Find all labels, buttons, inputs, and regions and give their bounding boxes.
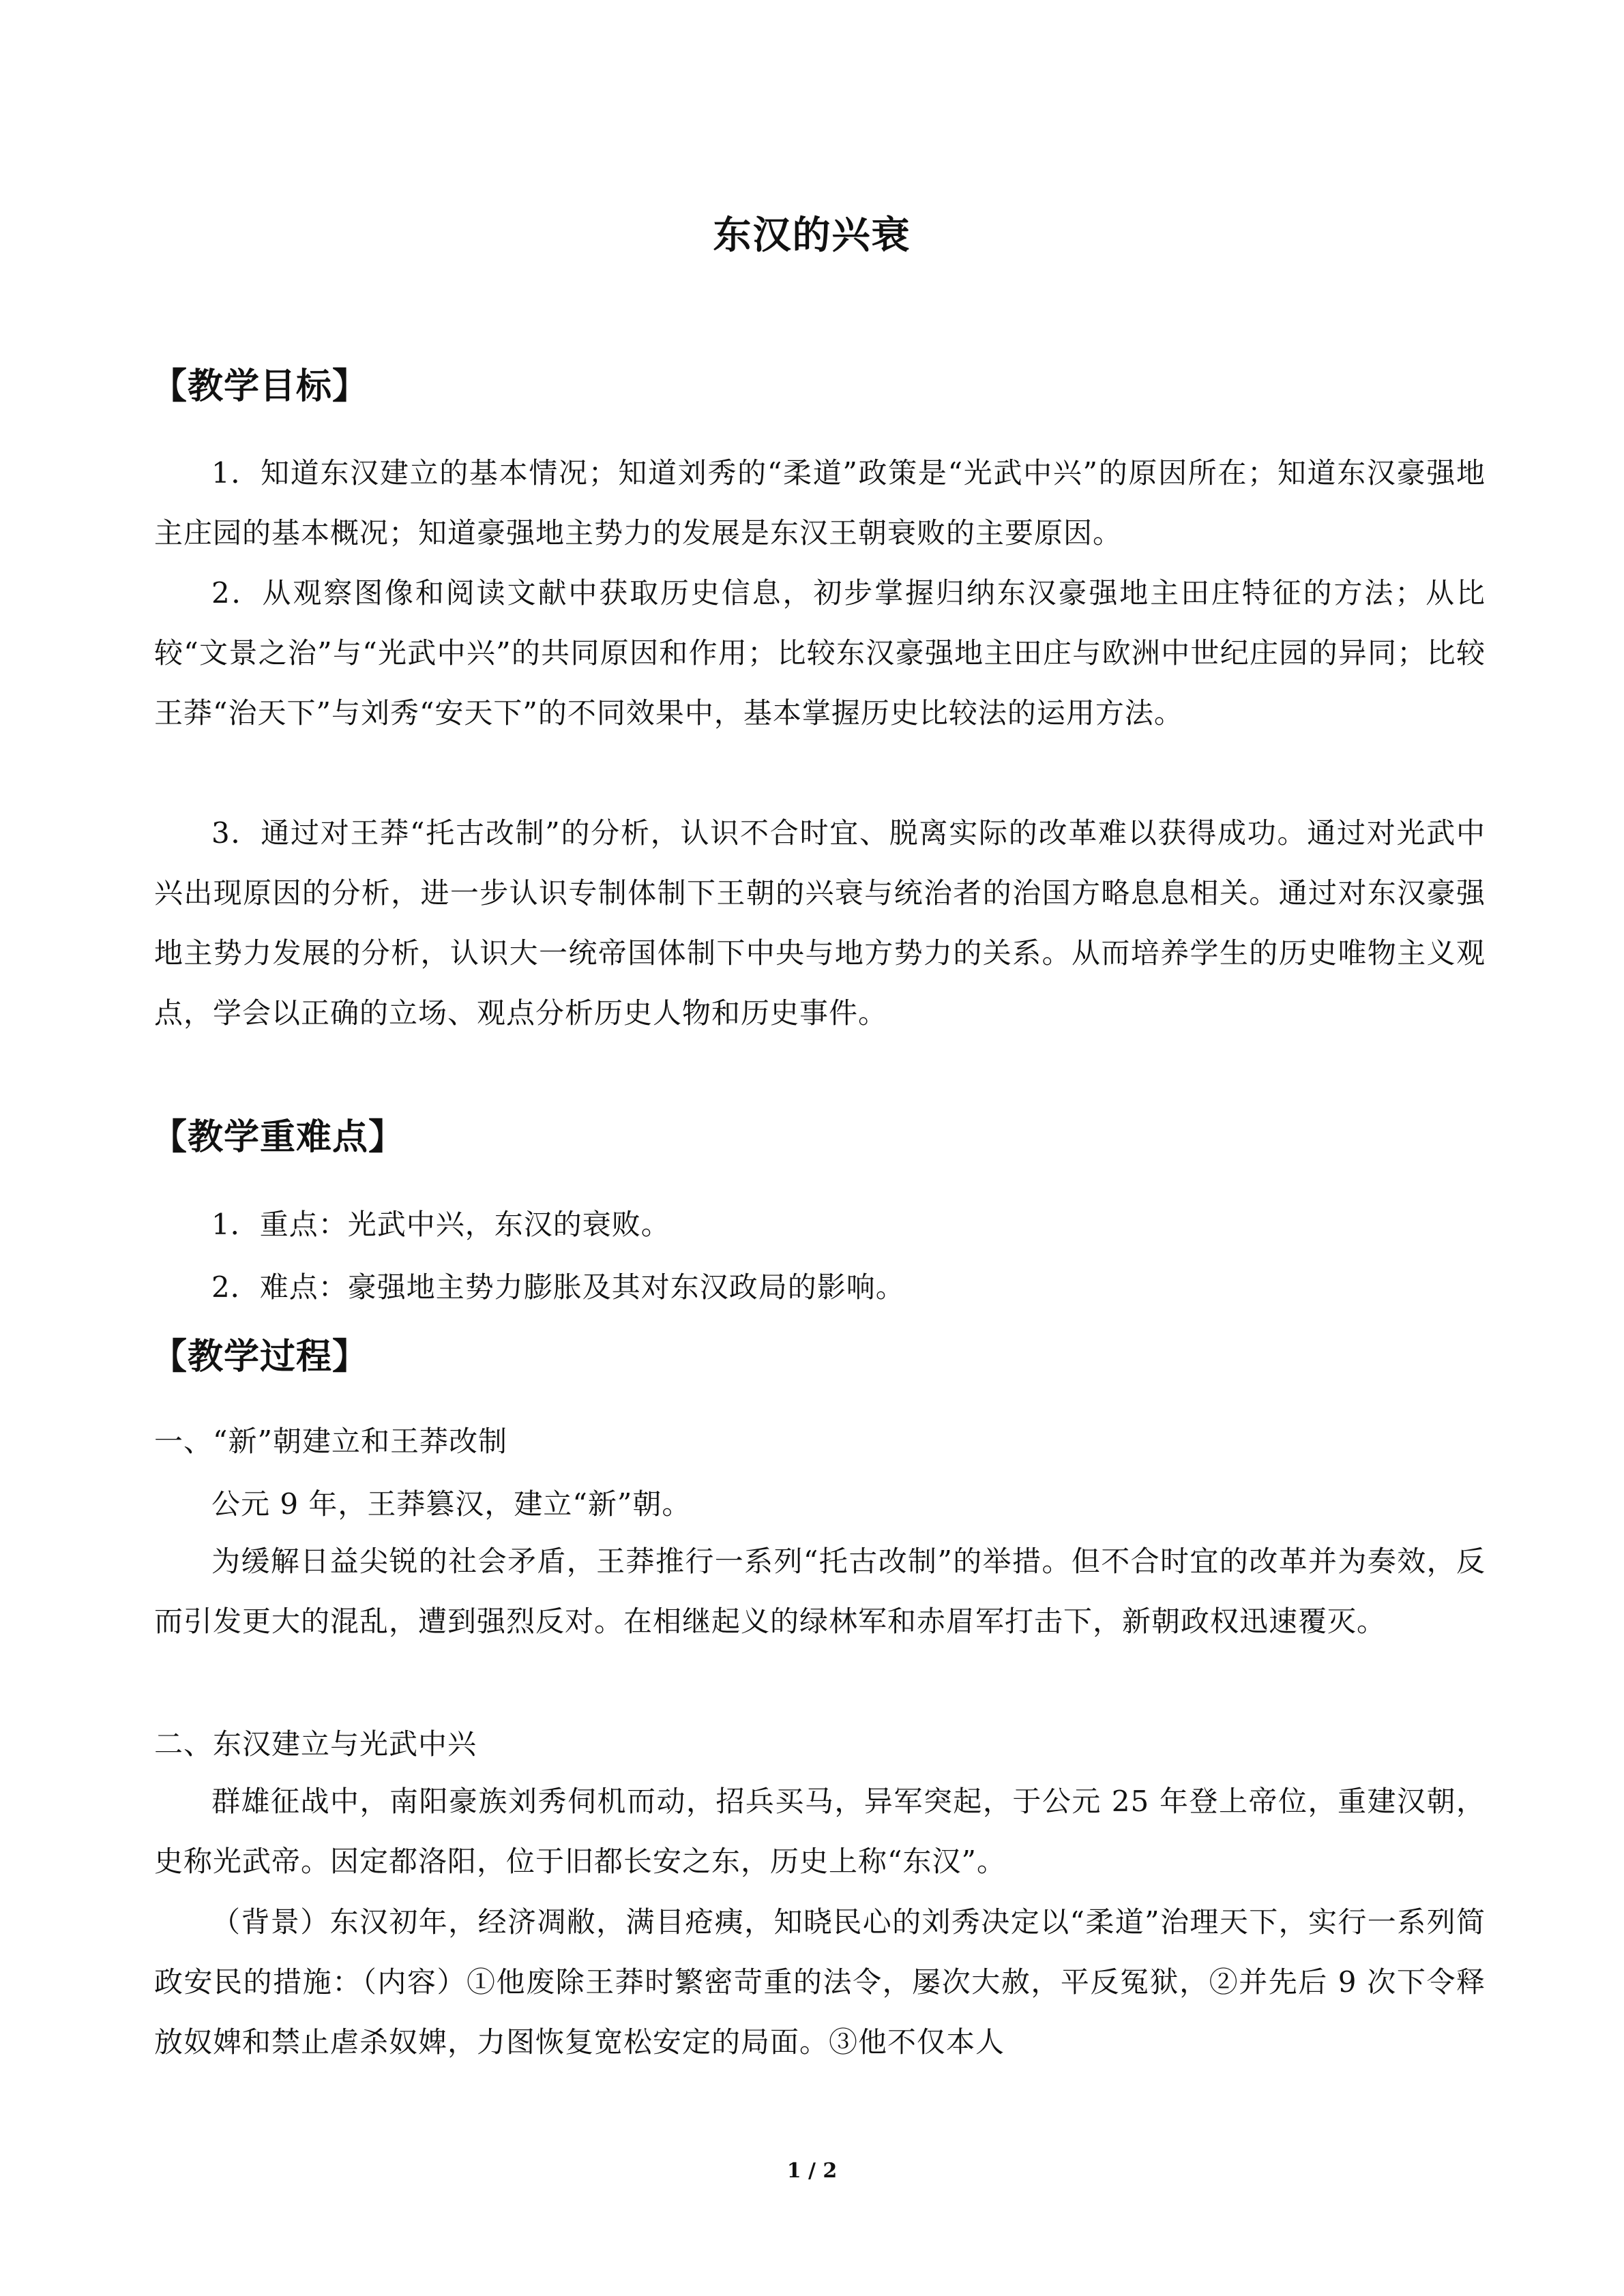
heading-key-points: 【教学重难点】	[151, 1117, 405, 1158]
key-point-item-2: 2．难点：豪强地主势力膨胀及其对东汉政局的影响。	[211, 1270, 905, 1304]
key-point-item-1: 1．重点：光武中兴，东汉的衰败。	[211, 1208, 670, 1241]
objective-item-3: 3．通过对王莽“托古改制”的分析，认识不合时宜、脱离实际的改革难以获得成功。通过对光武中兴出现原因的分析，进一步认识专制体制下王朝的兴衰与统治者的治国方略息息相关。通过对东汉豪强地主势力发展的分析，认识大一统帝国体制下中央与地方势力的关系。从而培养学生的历史唯物主义观点，学会以正确的立场、观点分析历史人物和历史事件。	[154, 816, 1486, 1030]
process-part2-title: 二、东汉建立与光武中兴	[154, 1727, 477, 1761]
page-title: 东汉的兴衰	[713, 213, 911, 258]
heading-process: 【教学过程】	[151, 1337, 369, 1377]
process-part1-title: 一、“新”朝建立和王莽改制	[154, 1425, 507, 1458]
process-part2-paragraph-2: （背景）东汉初年，经济凋敝，满目疮痍，知晓民心的刘秀决定以“柔道”治理天下，实行一系列简政安民的措施：（内容）①他废除王莽时繁密苛重的法令，屡次大赦，平反冤狱，②并先后 9 次下令释放奴婢和禁止虐杀奴婢，力图恢复宽松安定的局面。③他不仅本人	[154, 1905, 1486, 2059]
page-number: 1 / 2	[786, 2159, 838, 2183]
objective-item-2: 2．从观察图像和阅读文献中获取历史信息，初步掌握归纳东汉豪强地主田庄特征的方法；从比较“文景之治”与“光武中兴”的共同原因和作用；比较东汉豪强地主田庄与欧洲中世纪庄园的异同；比较王莽“治天下”与刘秀“安天下”的不同效果中，基本掌握历史比较法的运用方法。	[154, 576, 1486, 730]
heading-objectives: 【教学目标】	[151, 366, 369, 407]
process-part2-paragraph-1: 群雄征战中，南阳豪族刘秀伺机而动，招兵买马，异军突起，于公元 25 年登上帝位，重建汉朝，史称光武帝。因定都洛阳，位于旧都长安之东，历史上称“东汉”。	[154, 1785, 1486, 1878]
objective-item-1: 1．知道东汉建立的基本情况；知道刘秀的“柔道”政策是“光武中兴”的原因所在；知道东汉豪强地主庄园的基本概况；知道豪强地主势力的发展是东汉王朝衰败的主要原因。	[154, 456, 1486, 550]
process-part1-paragraph-1: 公元 9 年，王莽篡汉，建立“新”朝。	[211, 1487, 692, 1521]
process-part1-paragraph-2: 为缓解日益尖锐的社会矛盾，王莽推行一系列“托古改制”的举措。但不合时宜的改革并为奏效，反而引发更大的混乱，遭到强烈反对。在相继起义的绿林军和赤眉军打击下，新朝政权迅速覆灭。	[154, 1545, 1486, 1638]
